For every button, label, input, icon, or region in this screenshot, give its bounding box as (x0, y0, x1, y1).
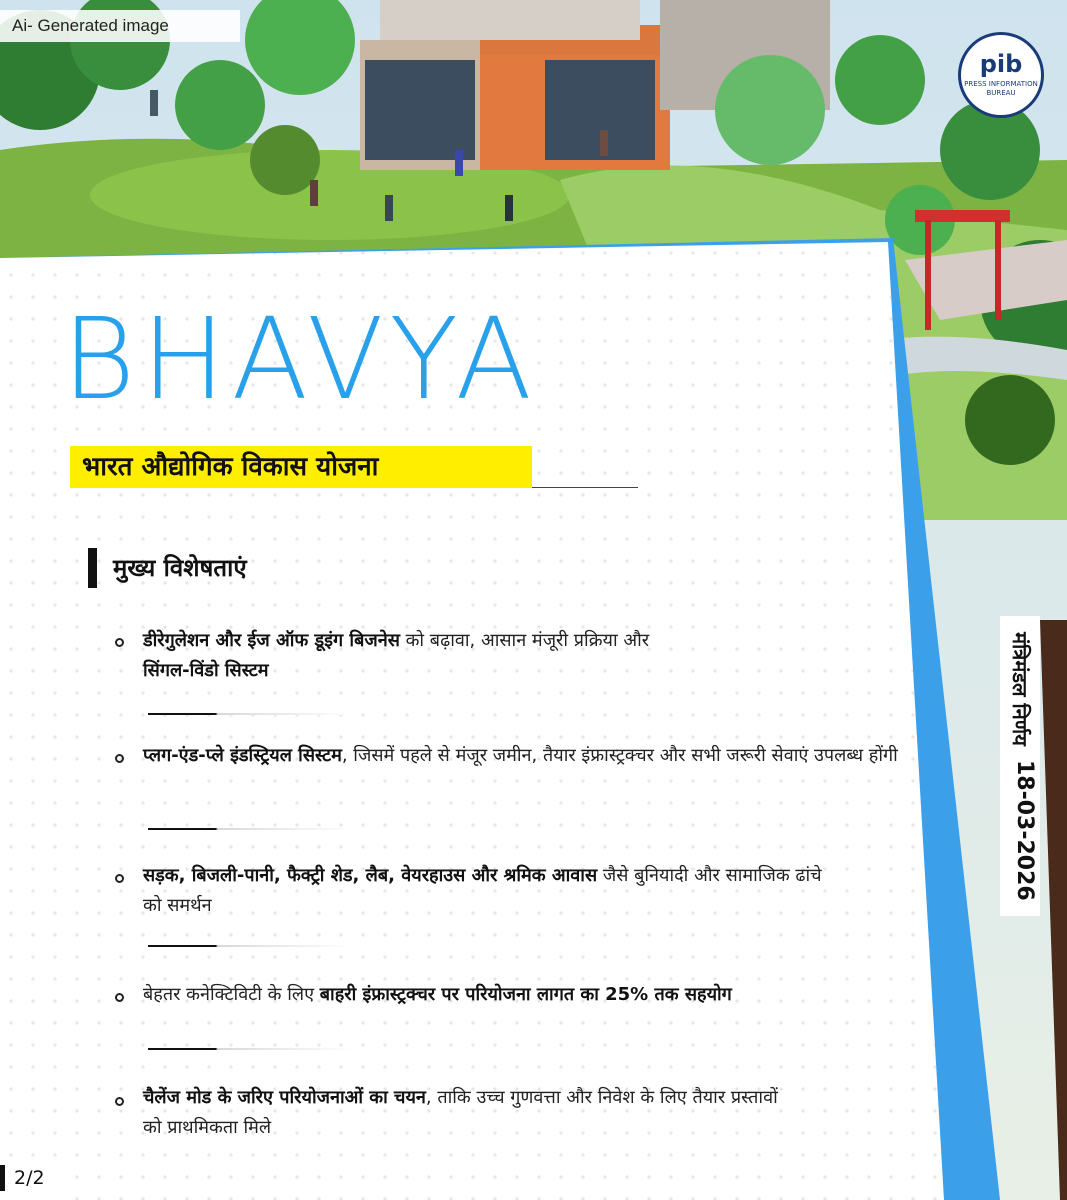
decision-date-strip (1000, 616, 1067, 916)
feature-bold-2: बाहरी इंफ्रास्ट्रक्चर पर परियोजना लागत का 25% तक सहयोग (319, 984, 732, 1005)
feature-text: बेहतर कनेक्टिविटी के लिए (143, 984, 320, 1005)
page-indicator (0, 1158, 62, 1200)
feature-divider (148, 828, 353, 830)
feature-text: को बढ़ावा, आसान मंजूरी प्रक्रिया और (399, 630, 650, 651)
bullet-icon (115, 1097, 124, 1106)
feature-item (143, 1083, 783, 1143)
bullet-icon (115, 874, 124, 883)
feature-item (143, 626, 963, 686)
feature-bold: सड़क, बिजली-पानी, फैक्ट्री शेड, लैब, वेयरहाउस और श्रमिक आवास (143, 865, 598, 886)
scheme-title: BHAVYA (62, 295, 538, 425)
pib-logo (958, 32, 1044, 118)
feature-bold: चैलेंज मोड के जरिए परियोजनाओं का चयन (143, 1087, 426, 1108)
feature-item (143, 741, 903, 771)
subtitle-divider (532, 487, 638, 488)
feature-text: , जिसमें पहले से मंजूर जमीन, तैयार इंफ्रास्ट्रक्चर और सभी जरूरी सेवाएं उपलब्ध होंगी (341, 745, 898, 766)
feature-bold: डीरेगुलेशन और ईज ऑफ डूइंग बिजनेस (143, 630, 400, 651)
feature-divider (148, 945, 353, 947)
feature-text: जैसे बुनियादी और सामाजिक ढांचे को समर्थन (143, 865, 822, 916)
section-heading: मुख्य विशेषताएं (113, 554, 247, 582)
feature-divider (148, 713, 353, 715)
bullet-icon (115, 754, 124, 763)
feature-item (143, 980, 963, 1010)
cabinet-decision-label: मंत्रिमंडल निर्णय (1008, 632, 1032, 746)
bullet-icon (115, 638, 124, 647)
pib-logo-text: pib (979, 50, 1023, 78)
ai-generated-label: Ai- Generated image (0, 10, 240, 42)
page-number: 2/2 (14, 1167, 45, 1189)
page-indicator-bar (0, 1165, 5, 1191)
feature-bold-2: सिंगल-विंडो सिस्टम (143, 660, 269, 681)
feature-divider (148, 1048, 353, 1050)
pib-logo-subtext: PRESS INFORMATION BUREAU (964, 80, 1038, 97)
feature-item (143, 861, 843, 921)
feature-text: , ताकि उच्च गुणवत्ता और निवेश के लिए तैयार प्रस्तावों को प्राथमिकता मिले (143, 1087, 778, 1138)
scheme-subtitle: भारत औद्योगिक विकास योजना (70, 446, 532, 488)
decision-date: 18-03-2026 (1012, 760, 1037, 901)
bullet-icon (115, 993, 124, 1002)
feature-bold: प्लग-एंड-प्ले इंडस्ट्रियल सिस्टम (143, 745, 342, 766)
heading-accent-bar (88, 548, 97, 588)
